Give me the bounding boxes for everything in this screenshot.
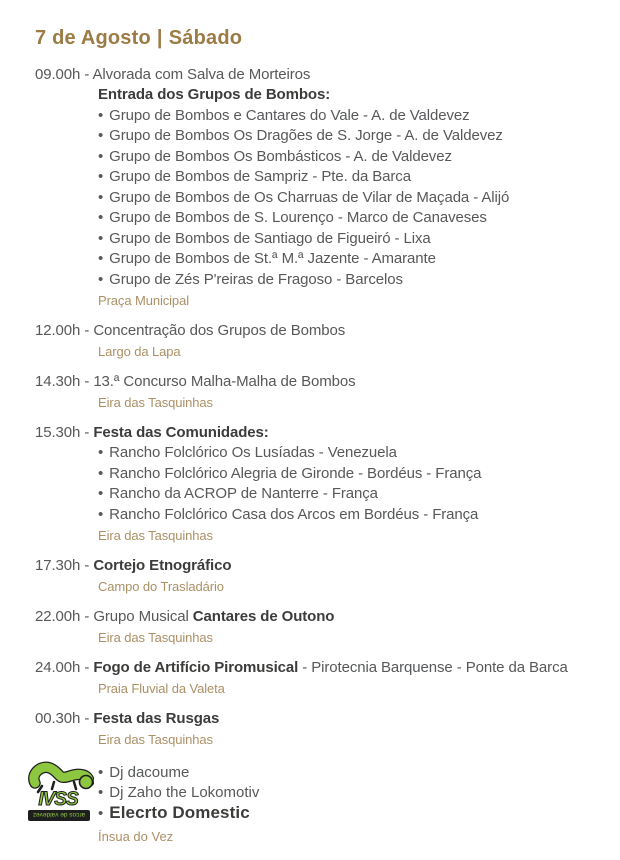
list-item <box>98 106 602 127</box>
event-list <box>35 64 602 747</box>
event-title-text: Concentração dos Grupos de Bombos <box>93 322 346 339</box>
event-time: 12.00h <box>35 322 81 339</box>
event-title-bold: Festa das Comunidades: <box>93 424 269 441</box>
bullet-text: Rancho da ACROP de Nanterre - França <box>109 485 378 502</box>
bullet-text: Grupo de Bombos de Os Charruas de Vilar de Maçada - Alijó <box>109 188 510 206</box>
event-time: 09.00h <box>35 66 81 83</box>
event-title-bold: Cantares de Outono <box>192 608 335 625</box>
event-headline <box>35 657 602 678</box>
event-time: 14.30h <box>35 373 81 390</box>
event-block <box>35 422 602 543</box>
dj-section <box>32 763 602 844</box>
time-separator: - <box>80 710 94 727</box>
list-item <box>98 505 602 526</box>
logo-text: IVSS <box>38 789 78 810</box>
event-title-text: Alvorada com Salva de Morteiros <box>92 66 311 83</box>
bullet-text: Grupo de Bombos de St.ª M.ª Jazente - Amarante <box>109 250 436 267</box>
event-title <box>93 608 334 625</box>
bullet-icon: • <box>98 805 104 822</box>
list-item <box>98 803 602 824</box>
bullet-text: Elecrto Domestic <box>109 803 250 822</box>
venue-label: Eira das Tasquinhas <box>98 630 213 645</box>
bullet-text: Grupo de Bombos Os Dragões de S. Jorge - A. de Valdevez <box>109 127 503 144</box>
bullet-icon: • <box>98 106 104 124</box>
event-block <box>35 320 602 359</box>
bullet-text: Rancho Folclórico Casa dos Arcos em Bordéus - França <box>109 505 479 523</box>
bullet-text: Dj Zaho the Lokomotiv <box>109 784 260 801</box>
bullet-icon: • <box>98 229 104 247</box>
list-item <box>98 229 602 250</box>
event-block <box>35 708 602 747</box>
event-block <box>35 371 602 410</box>
bullet-text: Rancho Folclórico Os Lusíadas - Venezuela <box>109 444 397 461</box>
list-item <box>98 188 602 209</box>
title-date: 7 de Agosto <box>35 27 151 49</box>
event-time: 15.30h <box>35 424 81 441</box>
event-block <box>35 555 602 594</box>
bullet-icon: • <box>98 505 104 523</box>
list-item <box>98 783 602 803</box>
event-block <box>35 64 602 308</box>
time-separator: - <box>80 66 93 83</box>
event-time: 00.30h <box>35 710 81 727</box>
list-item <box>98 147 602 168</box>
venue-label: Eira das Tasquinhas <box>98 395 213 410</box>
event-title <box>93 710 219 727</box>
event-time: 24.00h <box>35 659 81 676</box>
list-item <box>98 464 602 485</box>
time-separator: - <box>80 424 94 441</box>
event-title <box>93 659 567 676</box>
list-item <box>98 443 602 464</box>
event-headline <box>35 371 602 392</box>
event-title-bold: Festa das Rusgas <box>93 710 220 727</box>
venue-label: Eira das Tasquinhas <box>98 732 213 747</box>
time-separator: - <box>80 373 94 390</box>
bullet-text: Grupo de Zés P'reiras de Fragoso - Barcelos <box>109 270 403 288</box>
list-item <box>98 484 602 505</box>
event-title <box>93 373 355 390</box>
bullet-icon: • <box>98 464 104 482</box>
bullet-text: Grupo de Bombos e Cantares do Vale - A. de Valdevez <box>109 106 470 124</box>
bullet-text: Grupo de Bombos de S. Lourenço - Marco de Canaveses <box>109 209 487 226</box>
time-separator: - <box>80 322 94 339</box>
event-title <box>93 424 268 441</box>
event-headline <box>35 64 602 85</box>
bullet-text: Dj dacoume <box>109 764 190 781</box>
event-title <box>93 322 345 339</box>
bullet-text: Grupo de Bombos Os Bombásticos - A. de Valdevez <box>109 147 452 165</box>
event-title-text: Grupo Musical <box>93 608 193 625</box>
list-item <box>98 763 602 783</box>
event-headline <box>35 555 602 576</box>
ivss-logo <box>28 760 94 822</box>
event-time: 22.00h <box>35 608 81 625</box>
bullet-icon: • <box>98 127 104 144</box>
bullet-icon: • <box>98 270 104 288</box>
event-subheading: Entrada dos Grupos de Bombos: <box>98 86 331 103</box>
time-separator: - <box>80 659 94 676</box>
event-title-bold: Fogo de Artifício Piromusical <box>93 659 299 676</box>
list-item <box>98 249 602 270</box>
time-separator: - <box>80 557 94 574</box>
bullet-icon: • <box>98 168 104 185</box>
list-item <box>98 270 602 291</box>
event-block <box>35 657 602 696</box>
bullet-icon: • <box>98 209 104 226</box>
event-headline <box>35 422 602 443</box>
bullet-icon: • <box>98 784 104 801</box>
bullet-icon: • <box>98 444 104 461</box>
bullet-text: Grupo de Bombos de Santiago de Figueiró - Lixa <box>109 229 431 247</box>
event-title <box>92 66 310 83</box>
venue-label: Praça Municipal <box>98 293 189 308</box>
event-headline <box>35 320 602 341</box>
venue-label: Ínsua do Vez <box>98 829 174 844</box>
bullet-icon: • <box>98 485 104 502</box>
bullet-icon: • <box>98 250 104 267</box>
event-title-text: 13.ª Concurso Malha-Malha de Bombos <box>93 373 356 390</box>
bullet-icon: • <box>98 188 104 206</box>
bullet-icon: • <box>98 147 104 165</box>
dj-lineup-list <box>98 763 602 824</box>
event-title <box>93 557 231 574</box>
event-title-bold: Cortejo Etnográfico <box>93 557 232 574</box>
bullet-text: Rancho Folclórico Alegria de Gironde - Bordéus - França <box>109 464 482 482</box>
bullet-text: Grupo de Bombos de Sampriz - Pte. da Barca <box>109 168 411 185</box>
page-title <box>35 27 602 49</box>
venue-label: Largo da Lapa <box>98 344 181 359</box>
bullet-icon: • <box>98 764 104 781</box>
title-separator: | <box>156 27 163 49</box>
list-item <box>98 167 602 188</box>
venue-label: Praia Fluvial da Valeta <box>98 681 225 696</box>
logo-banner-text: arcos de valdevez <box>32 811 86 818</box>
event-headline <box>35 708 602 729</box>
ivss-logo-graphic <box>28 760 94 822</box>
event-time: 17.30h <box>35 557 81 574</box>
title-day: Sábado <box>168 27 243 49</box>
event-block <box>35 606 602 645</box>
list-item <box>98 126 602 147</box>
event-headline <box>35 606 602 627</box>
list-item <box>98 208 602 229</box>
venue-label: Eira das Tasquinhas <box>98 528 213 543</box>
venue-label: Campo do Trasladário <box>98 579 224 594</box>
time-separator: - <box>80 608 94 625</box>
event-title-text: - Pirotecnia Barquense - Ponte da Barca <box>298 659 568 676</box>
